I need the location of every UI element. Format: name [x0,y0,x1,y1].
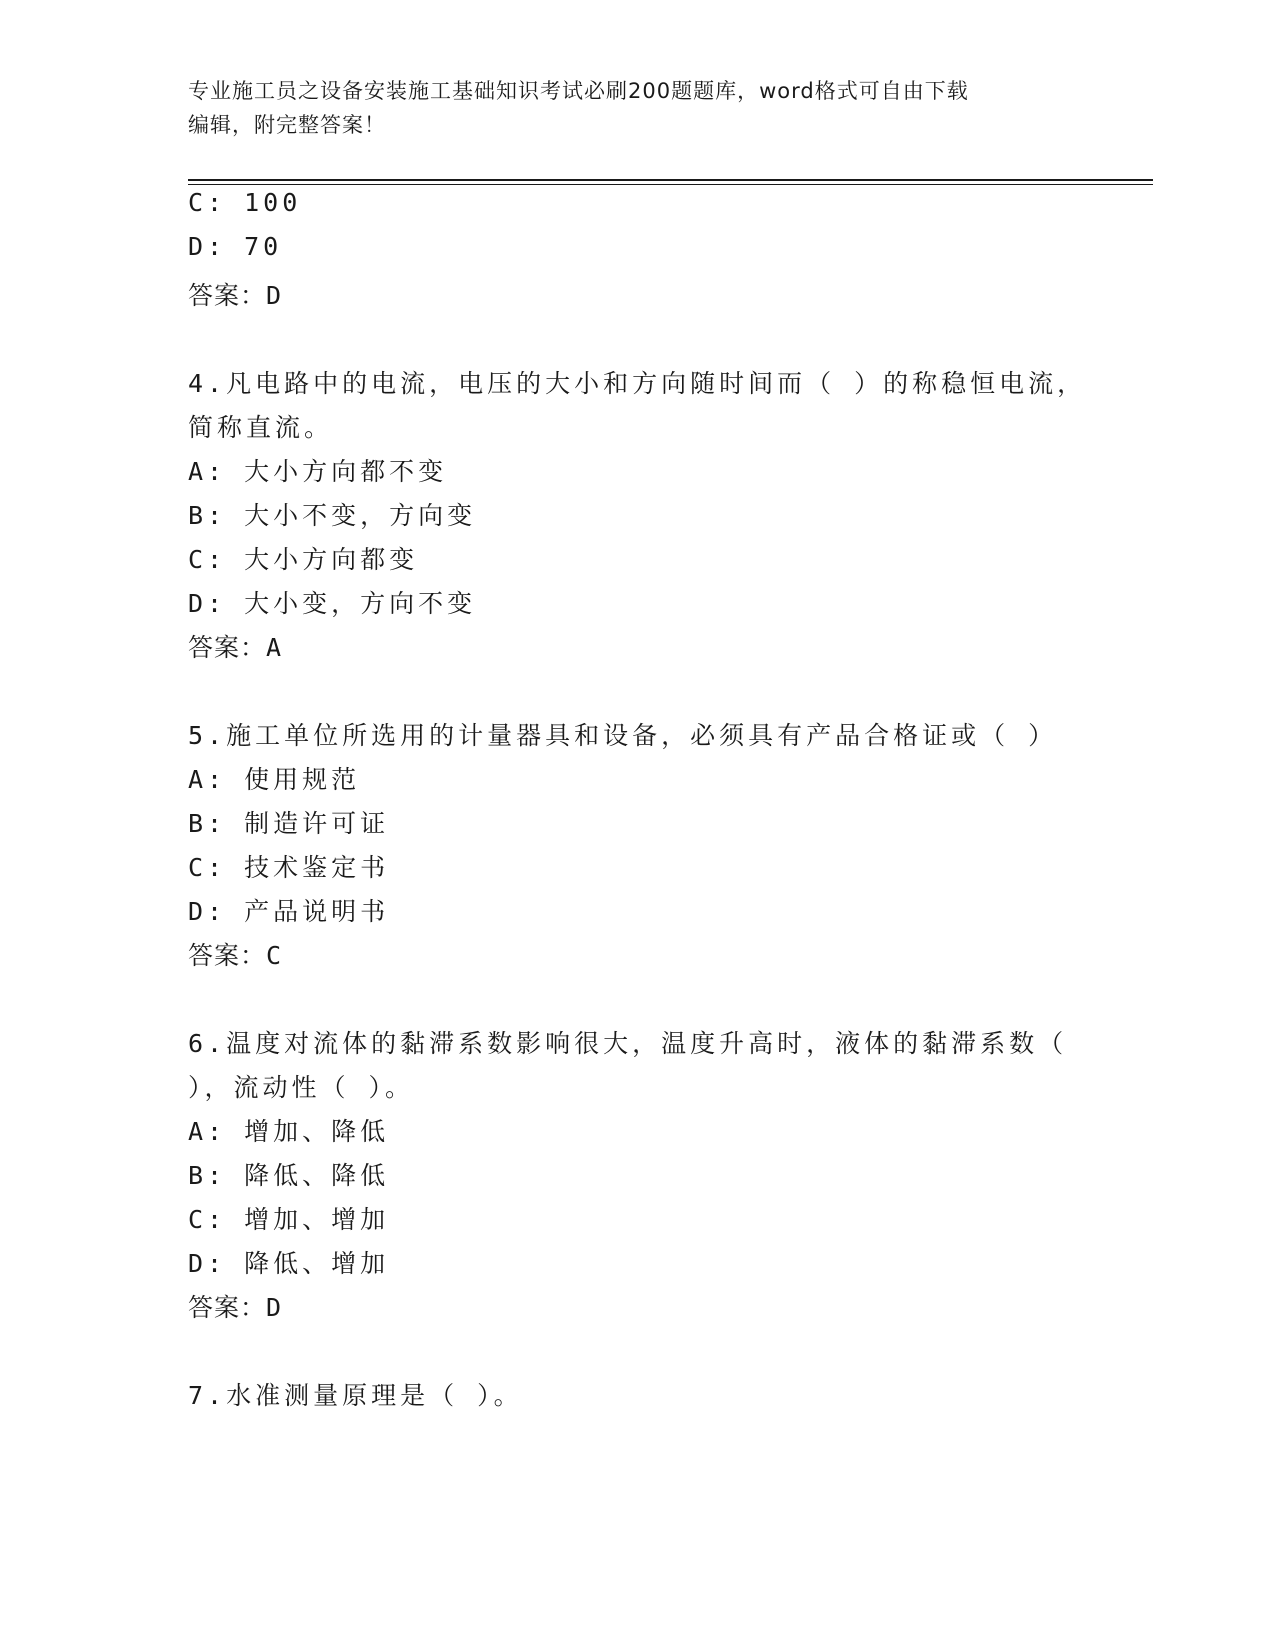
option-key: A: [188,765,227,794]
q6-answer [188,1288,282,1324]
option-text: 降低、增加 [244,1249,390,1278]
q5-option-a [188,760,360,796]
q4-option-b [188,496,476,532]
q6-option-a [188,1112,389,1148]
option-text: 产品说明书 [244,897,390,926]
q5-answer [188,936,282,972]
q4-option-d [188,584,476,620]
q7-stem-line-1: 7.水准测量原理是（ ）。 [188,1381,523,1410]
option-text: 大小不变，方向变 [244,501,477,530]
q5-option-d [188,892,389,928]
option-key: B: [188,1161,227,1190]
option-text: 增加、增加 [244,1205,390,1234]
option-key: B: [188,809,227,838]
option-text: 增加、降低 [244,1117,390,1146]
option-key: D: [188,1249,227,1278]
option-text: 技术鉴定书 [244,853,390,882]
option-text: 制造许可证 [244,809,390,838]
option-text: 使用规范 [244,765,361,794]
option-text: 降低、降低 [244,1161,390,1190]
option-key: D: [188,589,227,618]
q4-answer [188,628,282,664]
option-text: 70 [244,232,283,261]
header-divider-thin [188,184,1153,185]
answer-value: A [266,633,283,662]
answer-label: 答案： [188,281,267,310]
header-line-2: 编辑，附完整答案！ [188,113,386,137]
answer-label: 答案： [188,941,267,970]
q4-stem-line-1: 4.凡电路中的电流，电压的大小和方向随时间而（ ）的称稳恒电流， [188,369,1087,398]
option-text: 大小方向都不变 [244,457,448,486]
option-key: C: [188,545,227,574]
q3-option-c [188,188,301,217]
answer-label: 答案： [188,633,267,662]
option-key: B: [188,501,227,530]
page-header [188,74,1088,142]
answer-value: D [266,281,283,310]
option-key: D: [188,232,227,261]
q5-option-b [188,804,389,840]
q6-stem-line-2: ），流动性（ ）。 [188,1073,415,1102]
q4-option-c [188,540,418,576]
option-key: C: [188,188,227,217]
q5-option-c [188,848,389,884]
q6-option-d [188,1244,389,1280]
option-key: A: [188,457,227,486]
q3-option-d [188,232,282,261]
q4-option-a [188,452,447,488]
q3-answer [188,276,282,312]
answer-label: 答案： [188,1293,267,1322]
q5-stem-line-1: 5.施工单位所选用的计量器具和设备，必须具有产品合格证或（ ） [188,721,1058,750]
answer-value: D [266,1293,283,1322]
option-key: C: [188,853,227,882]
header-divider-thick [188,179,1153,181]
q6-option-b [188,1156,389,1192]
answer-value: C [266,941,283,970]
option-key: C: [188,1205,227,1234]
q6-stem-line-1: 6.温度对流体的黏滞系数影响很大，温度升高时，液体的黏滞系数（ [188,1029,1068,1058]
option-text: 大小方向都变 [244,545,419,574]
header-line-1: 专业施工员之设备安装施工基础知识考试必刷200题题库，word格式可自由下载 [188,79,969,103]
q6-option-c [188,1200,389,1236]
q4-stem-line-2: 简称直流。 [188,413,334,442]
option-key: A: [188,1117,227,1146]
option-key: D: [188,897,227,926]
option-text: 100 [244,188,302,217]
option-text: 大小变，方向不变 [244,589,477,618]
